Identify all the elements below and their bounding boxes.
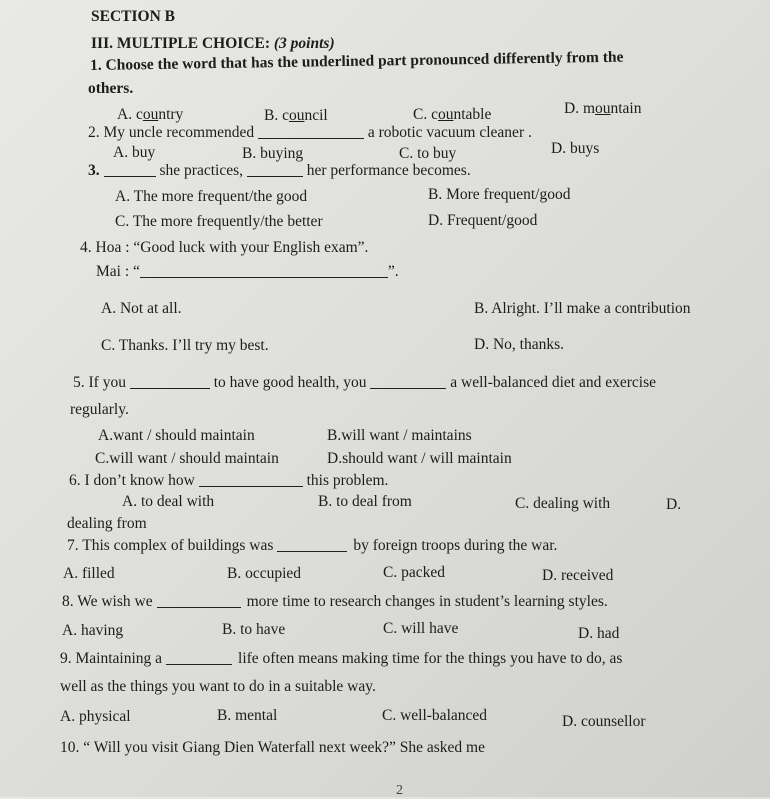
- q8-stem: [62, 594, 608, 610]
- q1-option-a[interactable]: [117, 107, 183, 123]
- q7-option-c[interactable]: C. packed: [383, 564, 445, 581]
- q1-stem-line2: others.: [88, 80, 134, 97]
- q8-blank[interactable]: [157, 607, 241, 608]
- q3-post: her performance becomes.: [306, 162, 471, 179]
- q4-blank[interactable]: [140, 277, 388, 278]
- q1-option-b[interactable]: [264, 108, 328, 124]
- q7-post: by foreign troops during the war.: [353, 537, 558, 554]
- q5-option-a[interactable]: A.want / should maintain: [98, 427, 255, 444]
- q1-d-pre: D. m: [564, 100, 595, 117]
- q8-option-c[interactable]: C. will have: [383, 620, 459, 637]
- q2-option-c[interactable]: C. to buy: [399, 145, 457, 162]
- q9-stem: [60, 651, 622, 667]
- q4-mai-line: [96, 264, 399, 280]
- q1-a-post: ntry: [158, 106, 184, 123]
- q4-option-c[interactable]: C. Thanks. I’ll try my best.: [101, 337, 269, 354]
- q7-option-d[interactable]: D. received: [542, 567, 614, 584]
- q6-post: this problem.: [306, 472, 389, 489]
- q1-c-post: ntable: [453, 106, 492, 123]
- q9-option-b[interactable]: B. mental: [217, 707, 278, 724]
- part-title: [91, 36, 335, 52]
- q9-post: life often means making time for the things you have to do, as: [238, 650, 623, 667]
- q1-stem-line1: 1. Choose the word that has the underlined part pronounced differently from the: [89, 48, 624, 74]
- q6-option-b[interactable]: B. to deal from: [318, 493, 412, 510]
- q2-option-a[interactable]: A. buy: [113, 144, 156, 161]
- q4-option-a[interactable]: A. Not at all.: [101, 300, 182, 317]
- q2-option-d[interactable]: D. buys: [551, 140, 600, 157]
- q9-option-d[interactable]: D. counsellor: [562, 713, 646, 730]
- q5-post: a well-balanced diet and exercise: [450, 374, 656, 391]
- q1-b-underlined: ou: [288, 107, 305, 124]
- q3-stem: [88, 163, 471, 179]
- q1-c-underlined: ou: [437, 106, 454, 123]
- q4-option-b[interactable]: B. Alright. I’ll make a contribution: [474, 300, 691, 317]
- q5-option-b[interactable]: B.will want / maintains: [327, 427, 472, 444]
- section-heading: SECTION B: [91, 8, 175, 25]
- q3-option-d[interactable]: D. Frequent/good: [428, 212, 538, 229]
- part-title-text: III. MULTIPLE CHOICE:: [91, 35, 274, 52]
- q3-number: 3.: [88, 162, 100, 179]
- q3-option-a[interactable]: A. The more frequent/the good: [115, 188, 308, 205]
- q2-blank[interactable]: [258, 138, 364, 139]
- q5-stem: [73, 375, 656, 391]
- q1-option-d[interactable]: [564, 101, 642, 117]
- q9-option-c[interactable]: C. well-balanced: [382, 707, 488, 724]
- q5-stem-line2: regularly.: [70, 401, 129, 418]
- q1-d-post: ntain: [610, 100, 642, 117]
- q4-mai-pre: Mai : “: [96, 263, 140, 280]
- q1-b-pre: B. c: [264, 107, 289, 124]
- q4-mai-post: ”.: [387, 263, 399, 280]
- q5-blank-2[interactable]: [370, 388, 446, 389]
- q5-mid: to have good health, you: [213, 374, 367, 391]
- q5-blank-1[interactable]: [130, 388, 210, 389]
- q3-blank-2[interactable]: [247, 176, 303, 177]
- q8-pre: 8. We wish we: [62, 593, 153, 610]
- q9-blank[interactable]: [166, 664, 232, 665]
- q4-stem: 4. Hoa : “Good luck with your English exam”.: [80, 239, 369, 256]
- q2-option-b[interactable]: B. buying: [242, 145, 304, 162]
- q1-option-c[interactable]: [413, 107, 491, 123]
- q1-a-pre: A. c: [117, 106, 143, 123]
- q3-blank-1[interactable]: [104, 176, 156, 177]
- q8-option-b[interactable]: B. to have: [222, 621, 286, 638]
- q9-option-a[interactable]: A. physical: [60, 708, 131, 725]
- q6-option-d[interactable]: D.: [666, 496, 682, 513]
- q6-option-c[interactable]: C. dealing with: [515, 495, 611, 512]
- q6-option-d-continued: dealing from: [67, 515, 147, 532]
- part-points: (3 points): [273, 35, 335, 52]
- q3-option-c[interactable]: C. The more frequently/the better: [115, 213, 323, 230]
- q2-pre: 2. My uncle recommended: [88, 124, 255, 141]
- q1-a-underlined: ou: [142, 106, 159, 123]
- q7-stem: [67, 538, 557, 554]
- q2-stem: [88, 125, 532, 141]
- q8-post: more time to research changes in student’s learning styles.: [246, 593, 608, 610]
- q8-option-d[interactable]: D. had: [578, 625, 620, 642]
- q9-pre: 9. Maintaining a: [60, 650, 163, 667]
- q7-pre: 7. This complex of buildings was: [67, 537, 274, 554]
- page-number: 2: [396, 783, 403, 798]
- q5-pre: 5. If you: [73, 374, 126, 391]
- q3-option-b[interactable]: B. More frequent/good: [428, 186, 571, 203]
- q7-option-a[interactable]: A. filled: [63, 565, 115, 582]
- q10-stem: 10. “ Will you visit Giang Dien Waterfall next week?” She asked me: [60, 739, 485, 756]
- q7-blank[interactable]: [277, 551, 347, 552]
- q6-option-a[interactable]: A. to deal with: [122, 493, 215, 510]
- q5-option-d[interactable]: D.should want / will maintain: [327, 450, 512, 467]
- q1-d-underlined: ou: [595, 100, 611, 117]
- q1-b-post: ncil: [304, 107, 328, 124]
- q8-option-a[interactable]: A. having: [62, 622, 124, 639]
- q4-option-d[interactable]: D. No, thanks.: [474, 336, 564, 353]
- q2-post: a robotic vacuum cleaner .: [367, 124, 532, 141]
- q9-stem-line2: well as the things you want to do in a suitable way.: [60, 678, 376, 695]
- q6-blank[interactable]: [199, 486, 303, 487]
- q7-option-b[interactable]: B. occupied: [227, 565, 302, 582]
- q1-c-pre: C. c: [413, 106, 438, 123]
- q5-option-c[interactable]: C.will want / should maintain: [95, 450, 279, 467]
- q3-mid: she practices,: [159, 162, 243, 179]
- q6-pre: 6. I don’t know how: [69, 472, 195, 489]
- q6-stem: [69, 473, 388, 489]
